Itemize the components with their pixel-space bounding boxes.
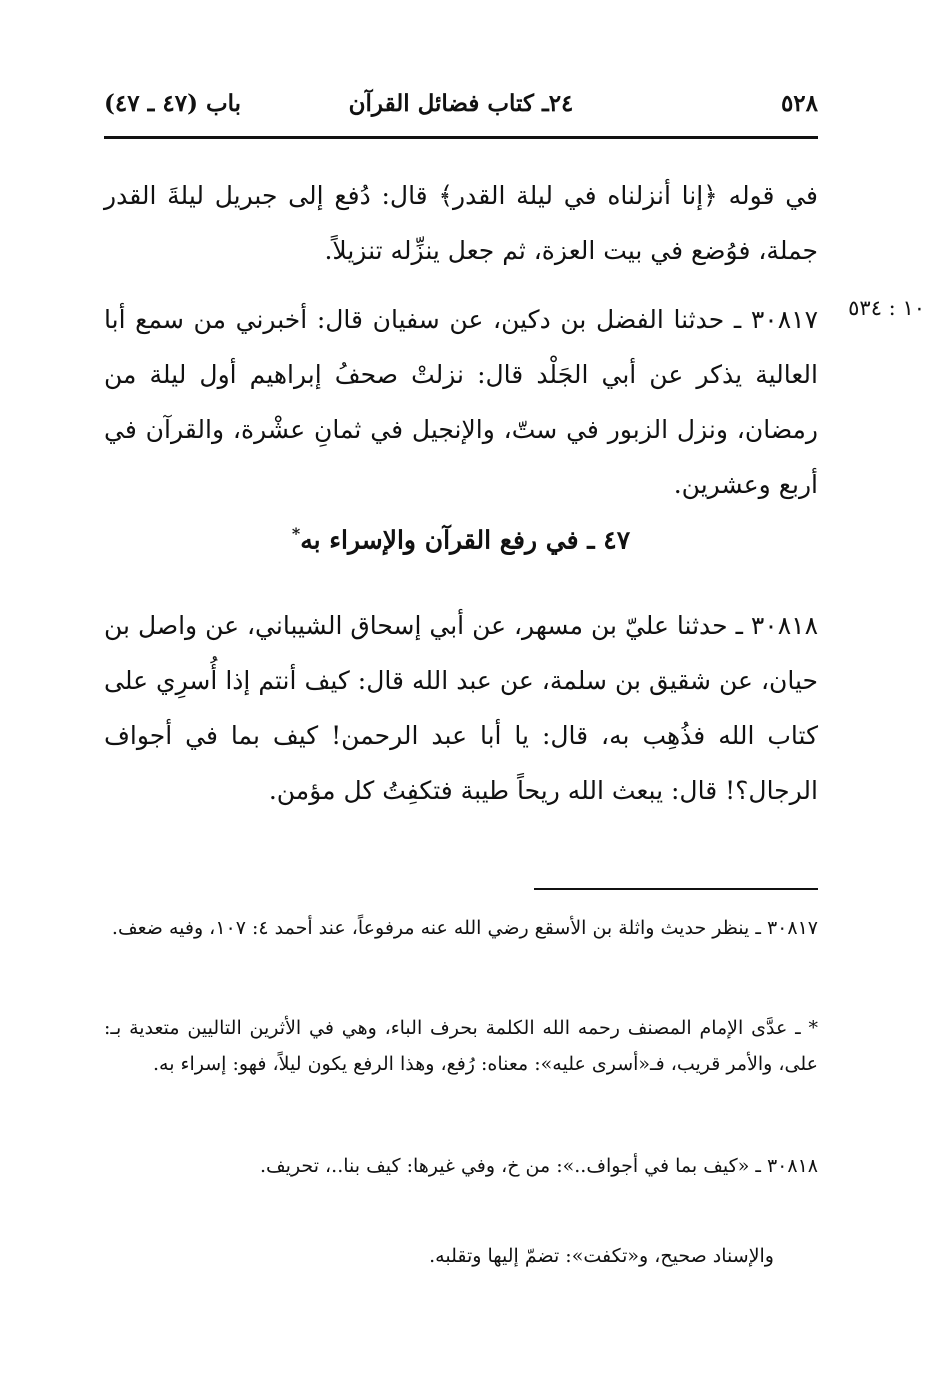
book-title: ٢٤ـ كتاب فضائل القرآن [348,90,574,117]
section-heading [104,524,818,554]
footnote-30818-cont: والإسناد صحيح، و«تكفت»: تضمّ إليها وتقلبه. [429,1245,774,1267]
page-number: ٥٢٨ [780,90,818,117]
hadith-30818: ٣٠٨١٨ ـ حدثنا عليّ بن مسهر، عن أبي إسحاق الشيباني، عن واصل بن حيان، عن شقيق بن سلمة، عن عبد الله قال: كيف أنتم إذا أُسرِي على كتاب الله فذُهِب به، قال: يا أبا عبد الرحمن! كيف بما في أجواف الرجال؟! قال: يبعث الله ريحاً طيبة فتكفِتُ كل مؤمن. [104,611,818,805]
paragraph-1: في قوله ﴿إنا أنزلناه في ليلة القدر﴾ قال: دُفع إلى جبريل ليلةَ القدر جملة، فوُضع في بيت العزة، ثم جعل ينزِّله تنزيلاً. [104,181,818,265]
footnote-asterisk: * ـ عدَّى الإمام المصنف رحمه الله الكلمة بحرف الباء، وهي في الأثرين التاليين متعدية بـ: على، والأمر قريب، فـ«أسرى عليه»: معناه: رُفع، وهذا الرفع يكون ليلاً، فهو: إسراء به. [104,1017,818,1075]
margin-reference: ١٠ : ٥٣٤ [848,296,925,320]
section-heading-mark: * [291,524,301,543]
running-header [104,86,818,126]
section-heading-text: ٤٧ ـ في رفع القرآن والإسراء به [300,525,631,555]
chapter-reference: باب (٤٧ ـ ٤٧) [104,90,242,117]
footnote-separator [534,888,818,890]
footnote-30817: ٣٠٨١٧ ـ ينظر حديث واثلة بن الأسقع رضي الله عنه مرفوعاً، عند أحمد ٤: ١٠٧، وفيه ضعف. [111,917,818,939]
footnote-30818: ٣٠٨١٨ ـ «كيف بما في أجواف..»: من خ، وفي غيرها: كيف بنا..، تحريف. [259,1155,818,1177]
header-rule [104,136,818,139]
hadith-30817: ٣٠٨١٧ ـ حدثنا الفضل بن دكين، عن سفيان قال: أخبرني من سمع أبا العالية يذكر عن أبي الجَلْد قال: نزلتْ صحفُ إبراهيم أول ليلة من رمضان، ونزل الزبور في ستّ، والإنجيل في ثمانِ عشْرة، والقرآن في أربع وعشرين. [104,305,818,499]
